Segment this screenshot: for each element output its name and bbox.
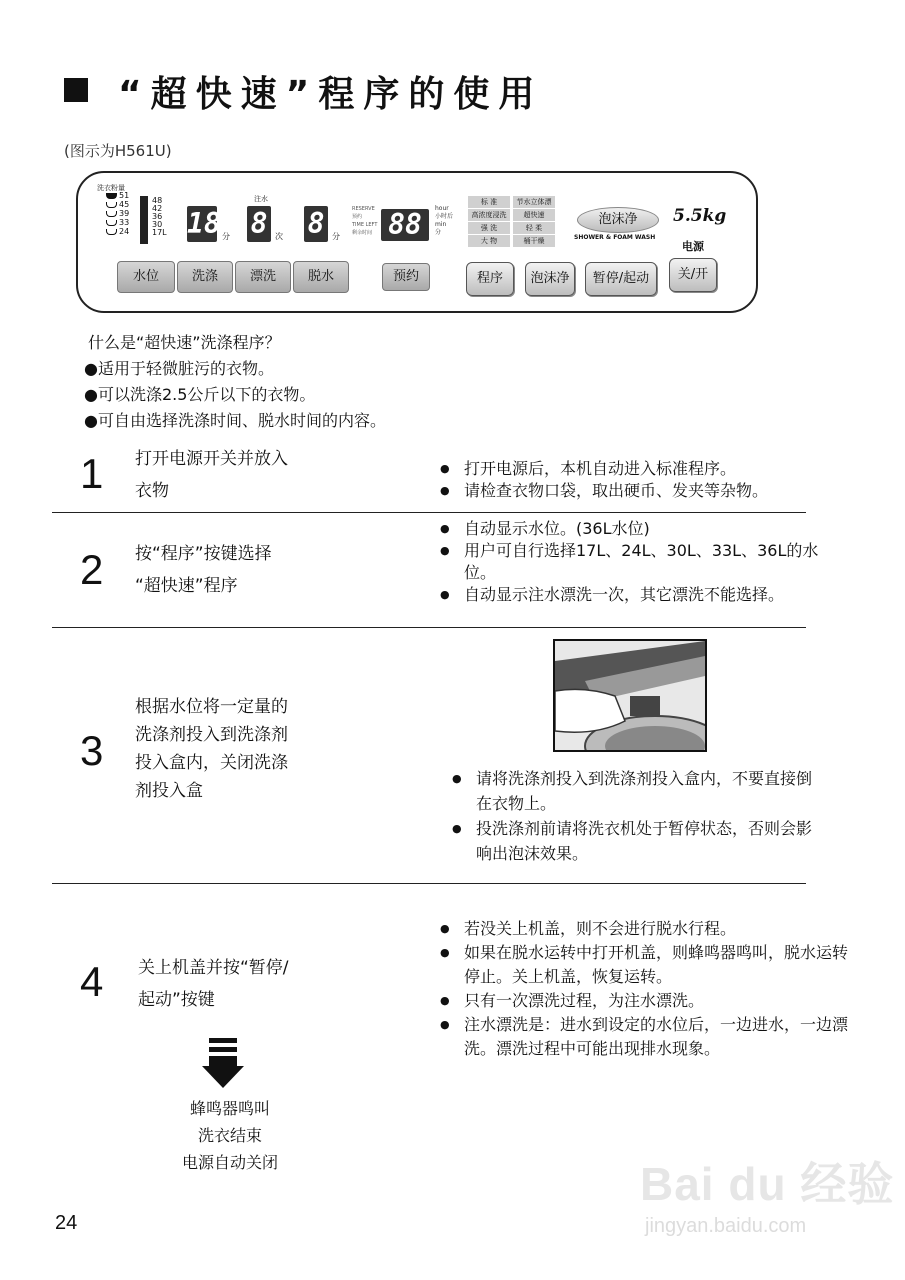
- note-item: ● 请将洗涤剂投入到洗涤剂投入盒内，不要直接倒在衣物上。: [452, 766, 827, 816]
- note-item: ● 用户可自行选择17L、24L、30L、33L、36L的水位。: [440, 540, 824, 584]
- step-number: 4: [80, 958, 104, 1005]
- note-item: ● 只有一次漂洗过程，为注水漂洗。: [440, 989, 870, 1013]
- note-item: ● 投洗涤剂前请将洗衣机处于暂停状态，否则会影响出泡沫效果。: [452, 816, 827, 866]
- note-item: ● 打开电源后，本机自动进入标准程序。: [440, 458, 840, 480]
- step-title: 关上机盖并按“暂停/ 起动”按键: [138, 958, 289, 1010]
- step-title: 打开电源开关并放入 衣物: [135, 449, 288, 501]
- figure-caption: (图示为H561U): [64, 142, 172, 160]
- water-level-mark: 42: [152, 204, 163, 213]
- level-mark: 45: [119, 200, 130, 209]
- capacity-label: 5.5kg: [673, 206, 727, 226]
- foam-subtitle: SHOWER & FOAM WASH: [574, 234, 656, 241]
- step-notes: [440, 917, 870, 1061]
- cup-icon: [106, 193, 117, 199]
- intro-item: ●可自由选择洗涤时间、脱水时间的内容。: [84, 411, 386, 430]
- cup-icon: [106, 202, 117, 208]
- note-item: ● 注水漂洗是：进水到设定的水位后，一边进水，一边漂洗。漂洗过程中可能出现排水现象。: [440, 1013, 874, 1061]
- note-item: ● 请检查衣物口袋，取出硬币、发夹等杂物。: [440, 480, 840, 502]
- note-item: ● 如果在脱水运转中打开机盖，则蜂鸣器鸣叫，脱水运转停止。关上机盖，恢复运转。: [440, 941, 849, 989]
- foam-button[interactable]: 泡沫净: [525, 262, 575, 296]
- note-item: ● 自动显示注水漂洗一次，其它漂洗不能选择。: [440, 584, 840, 606]
- level-mark: 33: [119, 218, 130, 227]
- water-level-mark: 17L: [152, 228, 167, 237]
- step-number: 2: [80, 546, 104, 593]
- power-button[interactable]: 关/开: [669, 258, 717, 292]
- cup-icon: [106, 220, 117, 226]
- time-unit-labels: hour 小时后 min 分: [435, 205, 454, 236]
- detergent-scale: [106, 192, 129, 236]
- cup-icon: [106, 229, 117, 235]
- divider: [52, 883, 806, 884]
- power-label: 电源: [682, 240, 704, 253]
- program-bulky: 大 物: [468, 235, 510, 247]
- detergent-box-illustration: [553, 639, 707, 752]
- step-title: 按“程序”按键选择 “超快速”程序: [135, 544, 272, 596]
- divider: [52, 627, 806, 628]
- detergent-label: 洗衣粉量: [97, 184, 125, 192]
- title-square-icon: [64, 78, 88, 102]
- note-item: ● 自动显示水位。(36L水位): [440, 518, 840, 540]
- intro-question: 什么是“超快速”洗涤程序？: [88, 333, 281, 352]
- water-level-mark: 30: [152, 220, 163, 229]
- step-notes: [440, 518, 840, 606]
- unit-minutes-2: 分: [332, 232, 340, 241]
- program-standard: 标 准: [468, 196, 510, 208]
- watermark-url: jingyan.baidu.com: [645, 1215, 807, 1237]
- program-list-right: [513, 196, 555, 247]
- rinse-button[interactable]: 漂洗: [235, 261, 291, 293]
- program-list-left: [468, 196, 510, 247]
- water-level-mark: 48: [152, 196, 163, 205]
- program-eco-rinse: 节水立体漂: [513, 196, 555, 208]
- watermark-logo: Bai du 经验: [640, 1158, 895, 1210]
- note-item: ● 若没关上机盖，则不会进行脱水行程。: [440, 917, 870, 941]
- program-soak: 高浓度浸洗: [468, 209, 510, 221]
- program-heavy: 强 洗: [468, 222, 510, 234]
- detergent-box-icon: [555, 641, 705, 750]
- unit-times: 次: [275, 232, 283, 241]
- divider: [52, 512, 806, 513]
- program-tub-dry: 桶干燥: [513, 235, 555, 247]
- reserve-button[interactable]: 预约: [382, 263, 430, 291]
- spin-button[interactable]: 脱水: [293, 261, 349, 293]
- water-level-button[interactable]: 水位: [117, 261, 175, 293]
- program-super-quick: 超快速: [513, 209, 555, 221]
- water-level-mark: 36: [152, 212, 163, 221]
- intro-item: ●适用于轻微脏污的衣物。: [84, 359, 274, 378]
- step-title: 根据水位将一定量的 洗涤剂投入到洗涤剂 投入盒内，关闭洗涤 剂投入盒: [135, 697, 288, 801]
- program-button[interactable]: 程序: [466, 262, 514, 296]
- time-display: 88: [381, 209, 429, 241]
- spin-time-display: 8: [304, 206, 328, 242]
- result-text: 蜂鸣器鸣叫 洗衣结束 电源自动关闭: [181, 1099, 278, 1172]
- foam-indicator: 泡沫净: [577, 207, 659, 233]
- pause-start-button[interactable]: 暂停/起动: [585, 262, 657, 296]
- water-level-scale: [152, 197, 167, 237]
- step-notes: [440, 458, 840, 502]
- cup-icon: [106, 211, 117, 217]
- reserve-labels: RESERVE 预约 TIME LEFT 剩余时间: [352, 206, 378, 236]
- program-gentle: 轻 柔: [513, 222, 555, 234]
- rinse-count-display: 8: [247, 206, 271, 242]
- page-title: “超快速”程序的使用: [118, 74, 544, 115]
- water-fill-label: 注水: [254, 195, 268, 203]
- page-number: 24: [55, 1212, 78, 1234]
- step-notes: [452, 766, 827, 866]
- step-number: 3: [80, 727, 104, 774]
- step-number: 1: [80, 450, 104, 497]
- level-mark: 39: [119, 209, 130, 218]
- level-mark: 51: [119, 191, 130, 200]
- level-bar-icon: [140, 196, 148, 244]
- level-mark: 24: [119, 227, 130, 236]
- wash-time-display: 18: [187, 207, 221, 240]
- down-arrow-icon: [202, 1038, 244, 1094]
- unit-minutes: 分: [222, 232, 230, 241]
- intro-item: ●可以洗涤2.5公斤以下的衣物。: [84, 385, 316, 404]
- wash-button[interactable]: 洗涤: [177, 261, 233, 293]
